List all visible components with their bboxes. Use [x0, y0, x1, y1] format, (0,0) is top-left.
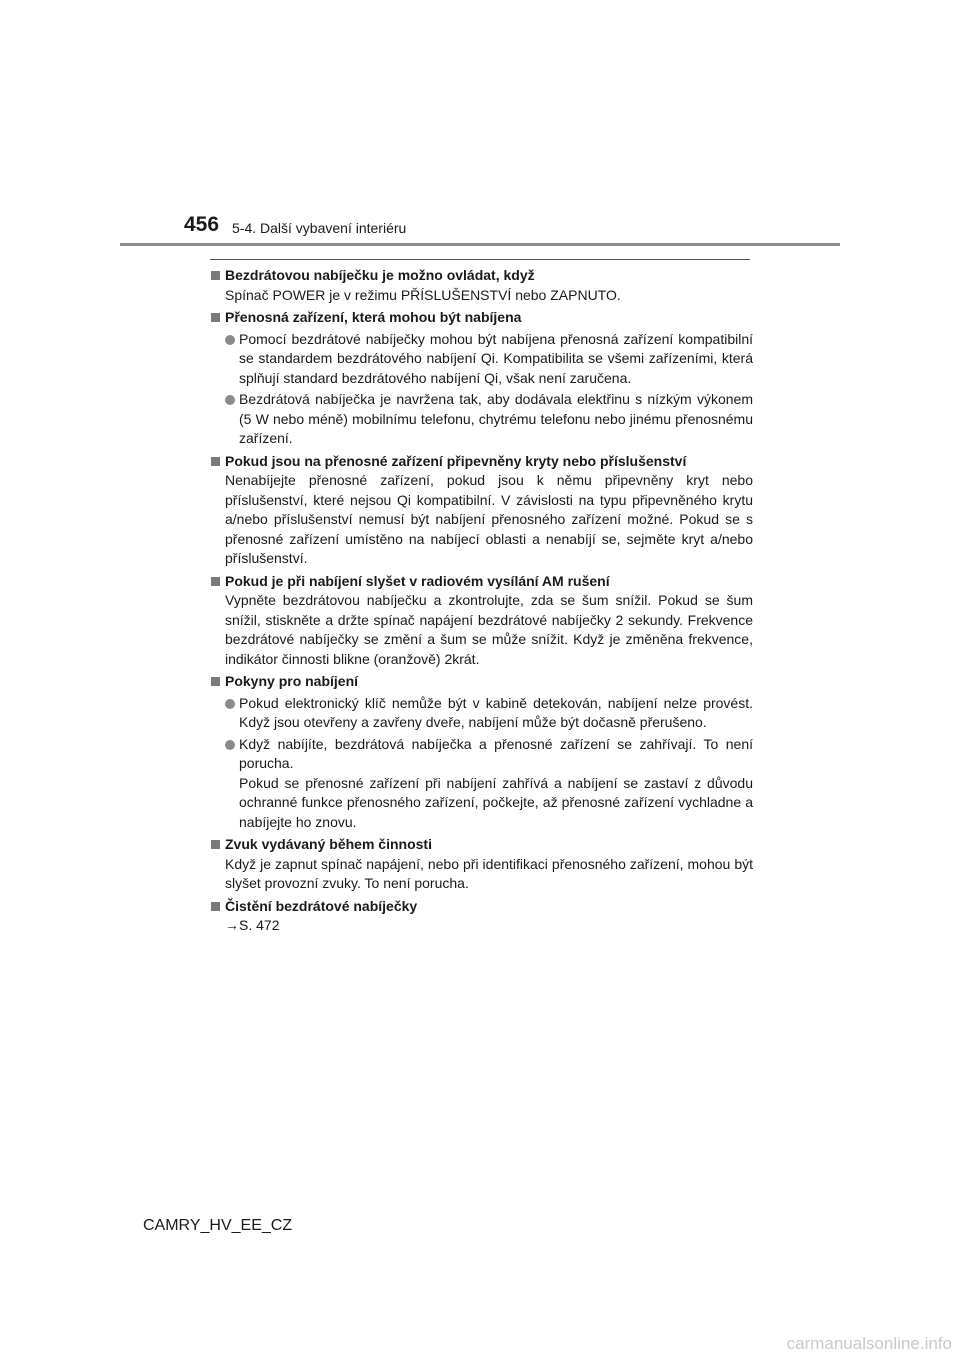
- header-rule: [120, 243, 840, 246]
- section: [210, 572, 753, 670]
- content-rule: [210, 259, 750, 260]
- heading-text: Bezdrátovou nabíječku je možno ovládat, když: [225, 267, 535, 283]
- heading-text: Pokud je při nabíjení slyšet v radiovém vysílání AM rušení: [225, 572, 610, 589]
- heading-text: Pokyny pro nabíjení: [225, 673, 359, 689]
- circle-bullet-icon: [225, 740, 235, 750]
- circle-bullet-icon: [225, 335, 235, 345]
- bullet-continuation: Pokud se přenosné zařízení při nabíjení zahřívá a nabíjení se zastaví z důvodu ochranné funkce přenosného zařízení, počkejte, až přenosné zařízení vychladne a nabíjejte ho znovu.: [239, 774, 753, 830]
- square-bullet-icon: [211, 902, 220, 911]
- page-reference-link[interactable]: →S. 472: [225, 917, 280, 933]
- square-bullet-icon: [211, 457, 220, 466]
- bullet-item: [210, 330, 753, 389]
- section-body: Nenabíjejte přenosné zařízení, pokud jsou k němu připevněny kryt nebo příslušenství, které nejsou Qi kompatibilní. V závislosti na typu připevněného krytu a/nebo příslušenství nemusí být nabíjení přenosného zařízení možné. Pokud se s přenosné zařízení umístěno na nabíjecí oblasti a nenabíjí se, sejměte kryt a/nebo příslušenství.: [225, 472, 753, 566]
- section-heading: [210, 572, 753, 592]
- page-number: 456: [184, 213, 220, 236]
- bullet-text: Pokud elektronický klíč nemůže být v kabině detekován, nabíjení nelze provést. Když jsou otevřeny a zavřeny dveře, nabíjení může být dočasně přerušeno.: [239, 694, 753, 730]
- heading-text: Čistění bezdrátové nabíječky: [225, 897, 418, 914]
- document-code: CAMRY_HV_EE_CZ: [143, 1217, 293, 1234]
- bullet-text: Když nabíjíte, bezdrátová nabíječka a přenosné zařízení se zahřívají. To není porucha.: [239, 735, 753, 771]
- section-heading: [210, 897, 753, 917]
- content: [210, 266, 753, 939]
- section-heading: [210, 308, 753, 328]
- heading-text: Přenosná zařízení, která mohou být nabíjena: [225, 309, 522, 325]
- watermark: carmanualsonline.info: [786, 1334, 952, 1353]
- heading-text: Pokud jsou na přenosné zařízení připevněny kryty nebo příslušenství: [225, 452, 687, 469]
- square-bullet-icon: [211, 840, 220, 849]
- square-bullet-icon: [211, 271, 220, 280]
- section-heading: [210, 672, 753, 692]
- section: [210, 452, 753, 569]
- circle-bullet-icon: [225, 699, 235, 709]
- section-heading: [210, 266, 753, 286]
- section-heading: [210, 835, 753, 855]
- section: [210, 835, 753, 894]
- section-body: Vypněte bezdrátovou nabíječku a zkontrolujte, zda se šum snížil. Pokud se šum snížil, stiskněte a držte spínač napájení bezdrátové nabíječky 2 sekundy. Frekvence bezdrátové nabíječky se změní a šum se může snížit. Když je změněna frekvence, indikátor činnosti blikne (oranžově) 2krát.: [225, 592, 753, 667]
- bullet-text: Bezdrátová nabíječka je navržena tak, aby dodávala elektřinu s nízkým výkonem (5 W nebo méně) mobilnímu telefonu, chytrému telefonu nebo jinému přenosnému zařízení.: [239, 391, 753, 446]
- bullet-item: [210, 694, 753, 733]
- section: [210, 266, 753, 305]
- section-body: Když je zapnut spínač napájení, nebo při identifikaci přenosného zařízení, mohou být slyšet provozní zvuky. To není porucha.: [225, 855, 753, 891]
- bullet-text: Pomocí bezdrátové nabíječky mohou být nabíjena přenosná zařízení kompatibilní se standardem bezdrátového nabíjení Qi. Kompatibilita se všemi zařízeními, která splňují standard bezdrátového nabíjení Qi, však není zaručena.: [239, 330, 753, 386]
- square-bullet-icon: [211, 677, 220, 686]
- circle-bullet-icon: [225, 395, 235, 405]
- bullet-item: [210, 390, 753, 449]
- section: [210, 672, 753, 832]
- section-title: 5-4. Další vybavení interiéru: [232, 220, 407, 236]
- section-heading: [210, 452, 753, 472]
- section-body: Spínač POWER je v režimu PŘÍSLUŠENSTVÍ nebo ZAPNUTO.: [225, 286, 621, 303]
- square-bullet-icon: [211, 577, 220, 586]
- square-bullet-icon: [211, 313, 220, 322]
- section: [210, 308, 753, 449]
- heading-text: Zvuk vydávaný během činnosti: [225, 836, 432, 852]
- section: [210, 897, 753, 936]
- bullet-item: [210, 735, 753, 833]
